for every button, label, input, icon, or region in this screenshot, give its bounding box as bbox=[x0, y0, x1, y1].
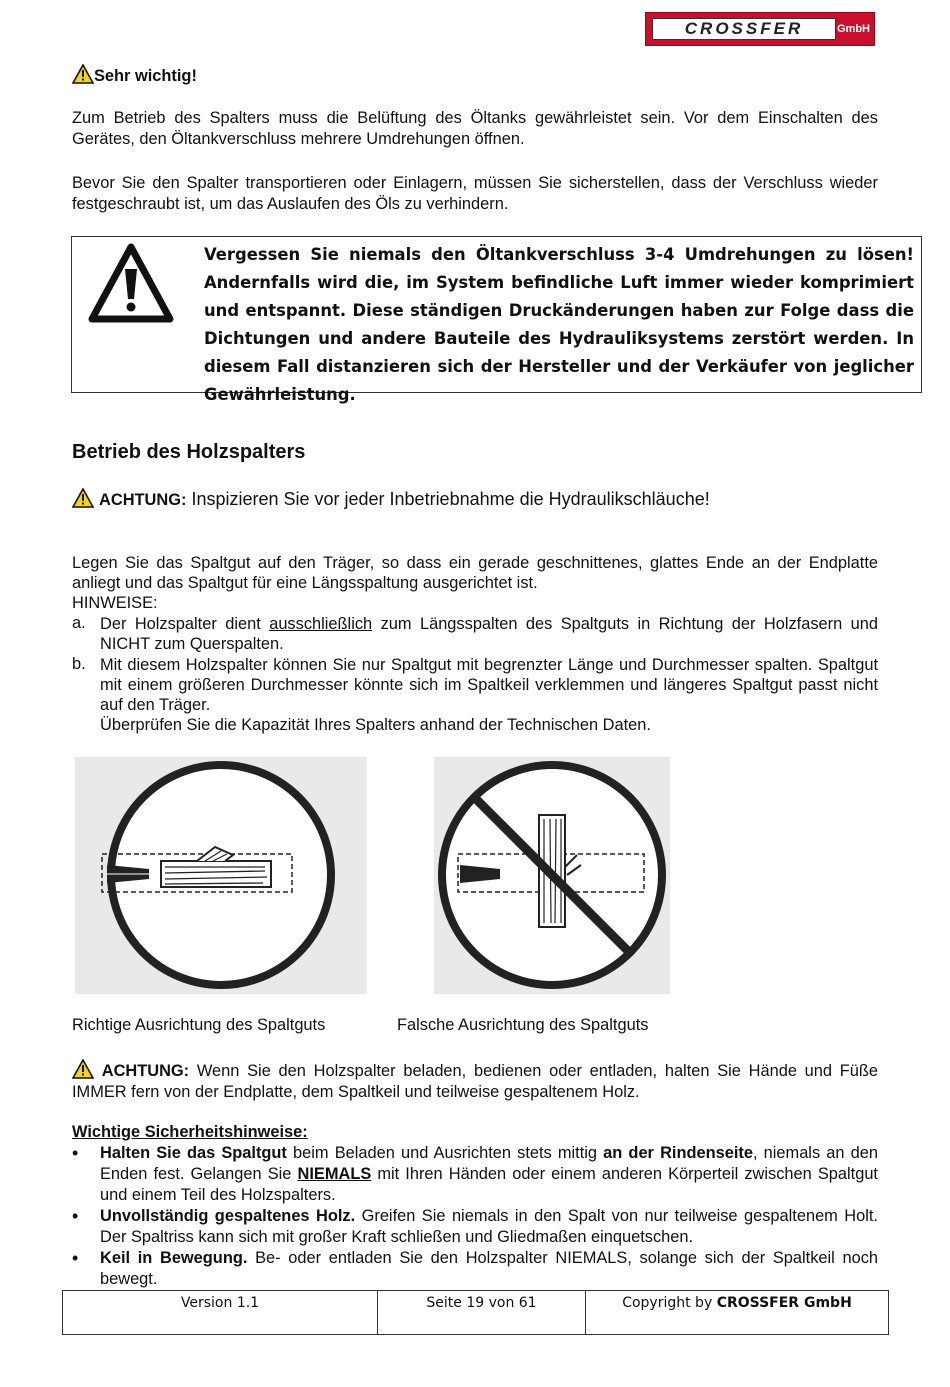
footer-page-number: Seite 19 von 61 bbox=[426, 1295, 537, 1311]
note-b bbox=[72, 655, 878, 737]
footer-copyright bbox=[586, 1291, 888, 1334]
wrong-orientation-figure bbox=[434, 757, 670, 994]
logo-text: CROSSFER bbox=[652, 18, 836, 40]
safety-item-1-bold-3: NIEMALS bbox=[297, 1165, 372, 1183]
safety-item-1-bold-1: Halten Sie das Spaltgut bbox=[100, 1144, 287, 1162]
safety-item-2-bold: Unvollständig gespaltenes Holz. bbox=[100, 1207, 356, 1225]
intro-heading-text: Sehr wichtig! bbox=[94, 67, 197, 85]
safety-item-1-text-2: , niemals an den Enden fest. Gelangen Sie bbox=[100, 1144, 878, 1183]
footer-copyright-pre: Copyright by bbox=[622, 1295, 713, 1311]
warning-icon bbox=[72, 488, 94, 508]
footer-version: Version 1.1 bbox=[180, 1295, 260, 1311]
page-footer bbox=[62, 1290, 889, 1335]
safety-item-2-text: Greifen Sie niemals in den Spalt von nur teilweise gespaltenem Holt. Der Spaltriss kann sich mit großer Kraft schließen und Gliedmaßen einquetschen. bbox=[100, 1207, 878, 1246]
achtung-label: ACHTUNG: bbox=[99, 491, 187, 509]
bullet-icon: • bbox=[72, 1143, 79, 1163]
crossfer-logo bbox=[645, 12, 875, 46]
bullet-icon: • bbox=[72, 1248, 79, 1268]
exclamation-triangle-icon bbox=[88, 243, 174, 323]
note-a-marker: a. bbox=[72, 614, 86, 632]
achtung-2-text: Wenn Sie den Holzspalter beladen, bedienen oder entladen, halten Sie Hände und Füße IMMER fern von der Endplatte, dem Spaltkeil und teilweise gespaltenem Holz. bbox=[72, 1062, 878, 1101]
note-a-underlined: ausschließlich bbox=[269, 615, 373, 633]
safety-item-1-bold-2: an der Rindenseite bbox=[603, 1144, 753, 1162]
right-figure-caption: Falsche Ausrichtung des Spaltguts bbox=[397, 1016, 649, 1034]
section-title: Betrieb des Holzspalters bbox=[72, 441, 306, 463]
intro-heading bbox=[72, 64, 197, 86]
safety-item-1 bbox=[72, 1143, 878, 1205]
warning-icon bbox=[72, 1059, 94, 1079]
achtung-inspect bbox=[72, 488, 710, 510]
safety-title: Wichtige Sicherheitshinweise: bbox=[72, 1123, 308, 1141]
warning-box bbox=[71, 236, 922, 404]
intro-paragraph-2: Bevor Sie den Spalter transportieren oder Einlagern, müssen Sie sicherstellen, dass der Verschluss wieder festgeschraubt ist, um das Auslaufen des Öls zu verhindern. bbox=[72, 174, 878, 213]
warning-icon bbox=[72, 64, 94, 84]
note-a bbox=[72, 614, 878, 656]
note-b-text-2: Überprüfen Sie die Kapazität Ihres Spalters anhand der Technischen Daten. bbox=[100, 716, 651, 734]
logo-suffix: GmbH bbox=[837, 23, 870, 35]
bullet-icon: • bbox=[72, 1206, 79, 1226]
hinweise-label: HINWEISE: bbox=[72, 594, 158, 612]
placement-paragraph: Legen Sie das Spaltgut auf den Träger, so dass ein gerade geschnittenes, glattes Ende an der Endplatte anliegt und das Spaltgut für eine Längsspaltung ausgerichtet ist. bbox=[72, 554, 878, 592]
correct-orientation-figure bbox=[75, 757, 367, 994]
achtung-hands bbox=[72, 1059, 878, 1103]
note-a-post: zum Längsspalten des Spaltguts in Richtung der Holzfasern und NICHT zum Querspalten. bbox=[100, 615, 878, 653]
warning-box-text: Vergessen Sie niemals den Öltankverschluss 3-4 Umdrehungen zu lösen! Andernfalls wird die, im System befindliche Luft immer wieder komprimiert und entspannt. Diese ständigen Druckänderungen haben zur Folge dass die Dichtungen und andere Bauteile des Hydrauliksystems zerstört werden. In diesem Fall distanzieren sich der Hersteller und der Verkäufer von jeglicher Gewährleistung. bbox=[204, 245, 914, 404]
note-b-marker: b. bbox=[72, 655, 86, 673]
footer-copyright-company: CROSSFER GmbH bbox=[716, 1295, 852, 1311]
safety-item-1-text-3: mit Ihren Händen oder einem anderen Körperteil zwischen Spaltgut und einem Teil des Holzspalters. bbox=[100, 1165, 878, 1204]
safety-item-3 bbox=[72, 1248, 878, 1290]
safety-item-3-text: Be- oder entladen Sie den Holzspalter NIEMALS, solange sich der Spaltkeil noch bewegt. bbox=[100, 1249, 879, 1288]
safety-item-3-bold: Keil in Bewegung. bbox=[100, 1249, 248, 1267]
safety-item-2 bbox=[72, 1206, 878, 1248]
left-figure-caption: Richtige Ausrichtung des Spaltguts bbox=[72, 1016, 326, 1034]
achtung-text: Inspizieren Sie vor jeder Inbetriebnahme die Hydraulikschläuche! bbox=[191, 489, 710, 509]
note-b-text: Mit diesem Holzspalter können Sie nur Spaltgut mit begrenzter Länge und Durchmesser spalten. Spaltgut mit einem größeren Durchmesser könnte sich im Spaltkeil verklemmen und längeres Spaltgut passt nicht auf den Träger. bbox=[100, 656, 878, 714]
achtung-2-label: ACHTUNG: bbox=[101, 1062, 190, 1080]
intro-paragraph-1: Zum Betrieb des Spalters muss die Belüftung des Öltanks gewährleistet sein. Vor dem Einschalten des Gerätes, den Öltankverschluss mehrere Umdrehungen öffnen. bbox=[72, 109, 878, 148]
safety-item-1-text-1: beim Beladen und Ausrichten stets mittig bbox=[293, 1144, 598, 1162]
note-a-pre: Der Holzspalter dient bbox=[100, 615, 261, 633]
